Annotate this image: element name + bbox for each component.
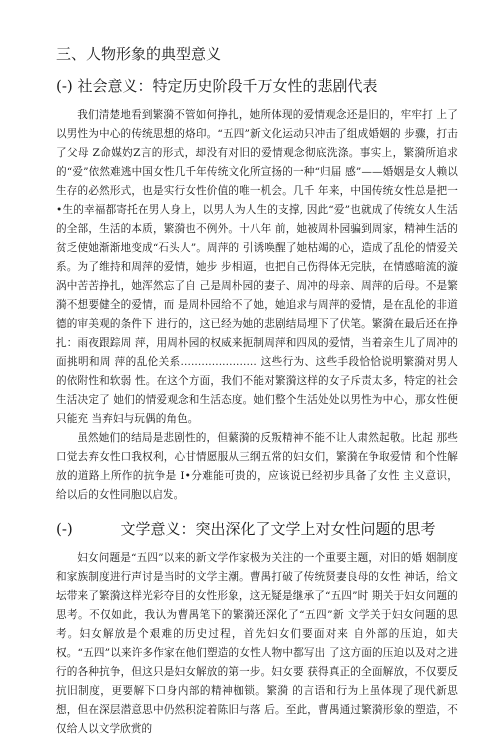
subsection-title-literary: (-) 文学意义：突出深化了文学上对女性问题的思考 bbox=[56, 520, 436, 538]
paragraph: 妇女问题是“五四”以来的新文学作家极为关注的一个重要主题，对旧的婚 姻制度和家族制度进行声讨是当时的文学主潮。曹禺打破了传统贤妻良母的女性 神话，给文坛带来了繁漪这样光彩夺目的女性形象，这无疑是继承了“五四”时 期关于妇女问题的思考。不仅如此，我认为曹禺笔下的繁漪还深化了“五四”新 文学关于妇女问题的思考。妇女解放是个艰难的历史过程，首先妇女们要面对来 自外部的压迫，如夫权。“五四”以来许多作家在他们塑造的女性人物中都写出 了这方面的压迫以及对之进行的各种抗争，但这只是妇女解放的第一步。妇女要 获得真正的全面解放，不仅要反抗旧制度，更要解下口身内部的精神枷锁。繁漪 的言语和行为上虽体现了现代新思想，但在深层潜意思中仍然积淀着陈旧与落 后。至此，曹禺通过繁漪形象的塑造，不仅给人以文学欣赏的 bbox=[56, 552, 458, 735]
paragraph: 我们清楚地看到繁漪不管如何挣扎，她所体现的爱情观念还是旧的，牢牢打 上了以男性为中心的传统思想的烙印。“五四”新文化运动只冲击了组成婚姻的 步骤，打击了父母 Z命媒妁Z言的形式，却没有对旧的爱情观念彻底洗涤。事实上，繁漪所追求的“爱”依然难逃中国女性几千年传统文化所宣扬的一种“归届 感”——婚姻是女人赖以生存的必然形式，也是实行女性价值的唯一机会。几千 年来，中国传统女性总是把一•生的幸福都寄托在男人身上，以男人为人生的支撑, 因此“爱”也就成了传统女人生活的全部，生活的本质，繁漪也不例外。十八年 前，她被周朴园骗到周家，精神生活的贫乏使她渐渐地变成“石头人”。周萍的 引诱唤醒了她枯竭的心，造成了乱伦的情爱关系。为了维持和周萍的爱情，她步 步相逼，也把自己伤得体无完肤，在情感暗流的漩涡中苦苦挣扎，她浑然忘了自 己是周朴园的妻子、周冲的母亲、周萍的后母。不是繁漪不想要健全的爱情，而 是周朴园给不了她，她追求与周萍的爱情，是在乱伦的非道德的审美观的条件下 进行的，这已经为她的悲剧结局埋下了伏笔。繁漪在最后还在挣扎：雨夜跟踪周 萍，用周朴园的权威来扼制周萍和四凤的爱情，当着亲生儿了周冲的面挑明和周 萍的乱伦关系...................... 这些行为、这些手段恰恰说明繁漪对男人的依附性和软弱 性。在这个方面，我们不能对繁漪这样的女子斥责太多，特定的社会生活决定了 她们的情爱观念和生活态度。她们整个生活处处以男性为中心，那女性便只能充 当弃妇与玩偶的角色。 bbox=[56, 109, 458, 425]
subsection-title-social: (-) 社会意义：特定历史阶段千万女性的悲剧代表 bbox=[56, 77, 378, 95]
paragraph: 虽然她们的结局是悲剧性的，但蘩漪的反叛精神不能不让人肃然起敬。比起 那些口觉去弃女性口我权利，心甘情愿服从三纲五常的妇女们，繁漪在争取爱情 和个性解放的道路上所作的抗争是 I•分难能可贵的，应该说已经初步具备了女性 主义意识，给以后的女性同胞以启发。 bbox=[56, 432, 458, 501]
section-title: 三、人物形象的典型意义 bbox=[56, 45, 222, 63]
